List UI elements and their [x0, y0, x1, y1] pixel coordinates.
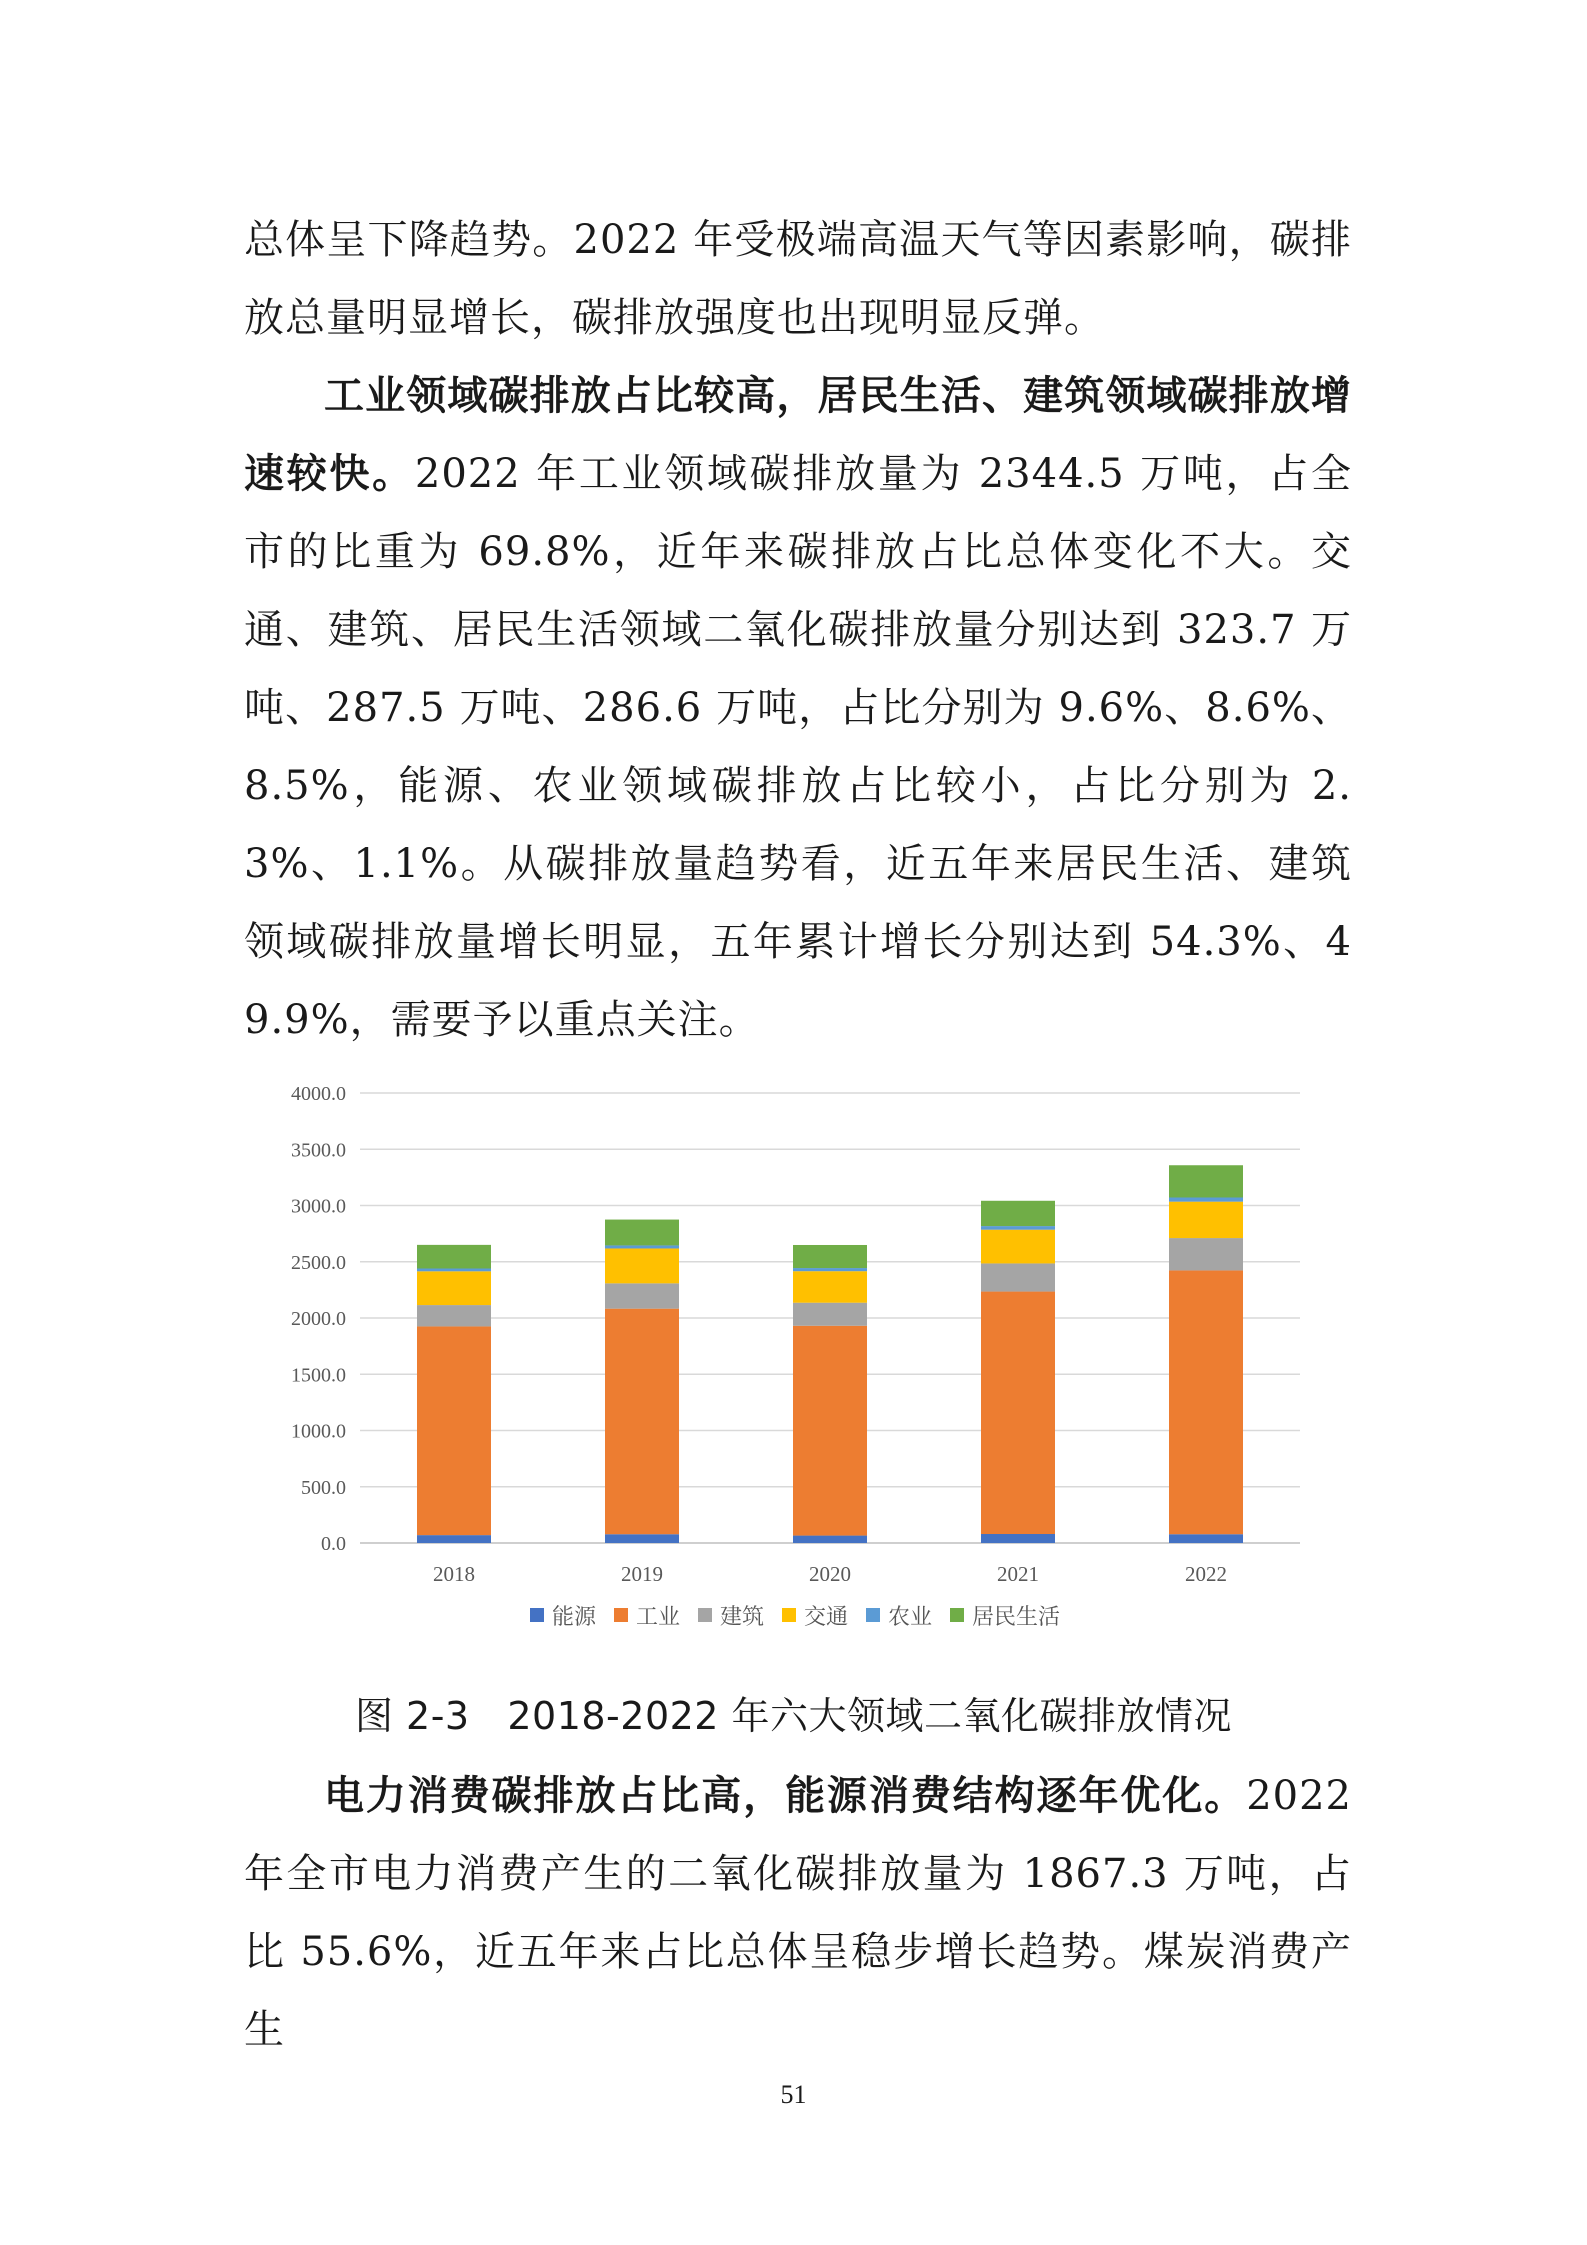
bar-segment: [605, 1248, 679, 1283]
bar-segment: [1169, 1202, 1243, 1238]
paragraph-3-bold-lead: 电力消费碳排放占比高，能源消费结构逐年优化。: [324, 1772, 1247, 1819]
bar-segment: [793, 1271, 867, 1303]
bar-segment: [981, 1226, 1055, 1230]
legend-item: [530, 1600, 596, 1631]
x-tick-label: 2022: [1185, 1562, 1227, 1586]
bar-segment: [605, 1309, 679, 1535]
paragraph-3-text: 2022 年全市电力消费产生的二氧化碳排放量为 1867.3 万吨，占比 55.6%，近五年来占比总体呈稳步增长趋势。煤炭消费产生: [244, 1773, 1352, 2053]
legend-swatch: [866, 1608, 880, 1622]
x-tick-label: 2019: [621, 1562, 663, 1586]
y-tick-label: 2500.0: [291, 1251, 346, 1274]
paragraph-3: [244, 1757, 1352, 2069]
legend-item: [614, 1600, 680, 1631]
bar-segment: [605, 1283, 679, 1308]
x-tick-label: 2021: [997, 1562, 1039, 1586]
legend-swatch: [698, 1608, 712, 1622]
bar-segment: [981, 1534, 1055, 1543]
legend-label: 交通: [804, 1604, 849, 1630]
bar-segment: [417, 1305, 491, 1326]
bar-segment: [793, 1303, 867, 1326]
bar-segment: [981, 1230, 1055, 1264]
y-tick-label: 500.0: [301, 1476, 346, 1499]
bar-segment: [417, 1269, 491, 1272]
legend-label: 工业: [635, 1604, 680, 1630]
y-tick-label: 4000.0: [291, 1083, 346, 1105]
y-tick-label: 1000.0: [291, 1420, 346, 1443]
legend-label: 建筑: [719, 1604, 764, 1630]
bar-segment: [417, 1245, 491, 1269]
page-number: 51: [780, 2080, 807, 2109]
figure-caption-label: 图 2-3: [354, 1694, 470, 1738]
bar-segment: [417, 1271, 491, 1305]
legend-swatch: [782, 1608, 796, 1622]
bar-segment: [793, 1536, 867, 1543]
bar-segment: [417, 1326, 491, 1535]
bar-segment: [981, 1263, 1055, 1291]
chart-legend: [285, 1598, 1305, 1632]
y-tick-label: 3500.0: [291, 1139, 346, 1162]
paragraph-1: [244, 201, 1352, 357]
bar-segment: [1169, 1165, 1243, 1197]
legend-item: [866, 1600, 932, 1631]
bar-segment: [1169, 1238, 1243, 1270]
legend-label: 居民生活: [972, 1604, 1061, 1630]
legend-item: [950, 1600, 1060, 1631]
paragraph-1-text: 总体呈下降趋势。2022 年受极端高温天气等因素影响，碳排放总量明显增长，碳排放强度也出现明显反弹。: [244, 217, 1352, 341]
bar-segment: [981, 1201, 1055, 1226]
bar-segment: [793, 1268, 867, 1271]
legend-swatch: [614, 1608, 628, 1622]
paragraph-2: [244, 357, 1352, 1059]
y-tick-label: 3000.0: [291, 1195, 346, 1218]
legend-label: 能源: [551, 1604, 596, 1630]
figure-caption: [0, 1690, 1587, 1742]
bar-segment: [1169, 1270, 1243, 1534]
paragraph-2-text: 2022 年工业领域碳排放量为 2344.5 万吨，占全市的比重为 69.8%，近年来碳排放占比总体变化不大。交通、建筑、居民生活领域二氧化碳排放量分别达到 323.7 万吨、287.5 万吨、286.6 万吨，占比分别为 9.6%、8.6%、8.5%，能源、农业领域碳排放占比较小，占比分别为 2.3%、1.1%。从碳排放量趋势看，近五年来居民生活、建筑领域碳排放量增长明显，五年累计增长分别达到 54.3%、49.9%，需要予以重点关注。: [244, 451, 1352, 1043]
x-tick-label: 2018: [433, 1562, 475, 1586]
bar-segment: [605, 1534, 679, 1543]
y-tick-label: 0.0: [321, 1533, 346, 1555]
bar-segment: [981, 1292, 1055, 1534]
bar-segment: [417, 1535, 491, 1543]
x-tick-label: 2020: [809, 1562, 851, 1586]
chart-container: [250, 1065, 1340, 1675]
legend-item: [782, 1600, 848, 1631]
bar-segment: [1169, 1534, 1243, 1543]
y-tick-label: 2000.0: [291, 1308, 346, 1330]
legend-item: [698, 1600, 764, 1631]
paragraph-2-bold-lead: 工业领域碳排放占比较高，居民生活、建筑领域碳排放增速较快。: [244, 372, 1352, 497]
bar-segment: [605, 1220, 679, 1246]
stacked-bar-chart: [250, 1065, 1340, 1675]
bar-segment: [793, 1245, 867, 1268]
bar-segment: [1169, 1197, 1243, 1201]
figure-caption-title: 2018-2022 年六大领域二氧化碳排放情况: [507, 1694, 1233, 1738]
y-tick-label: 1500.0: [291, 1364, 346, 1387]
legend-swatch: [950, 1608, 964, 1622]
bar-segment: [793, 1326, 867, 1536]
legend-label: 农业: [888, 1604, 933, 1630]
legend-swatch: [530, 1608, 544, 1622]
bar-segment: [605, 1245, 679, 1248]
